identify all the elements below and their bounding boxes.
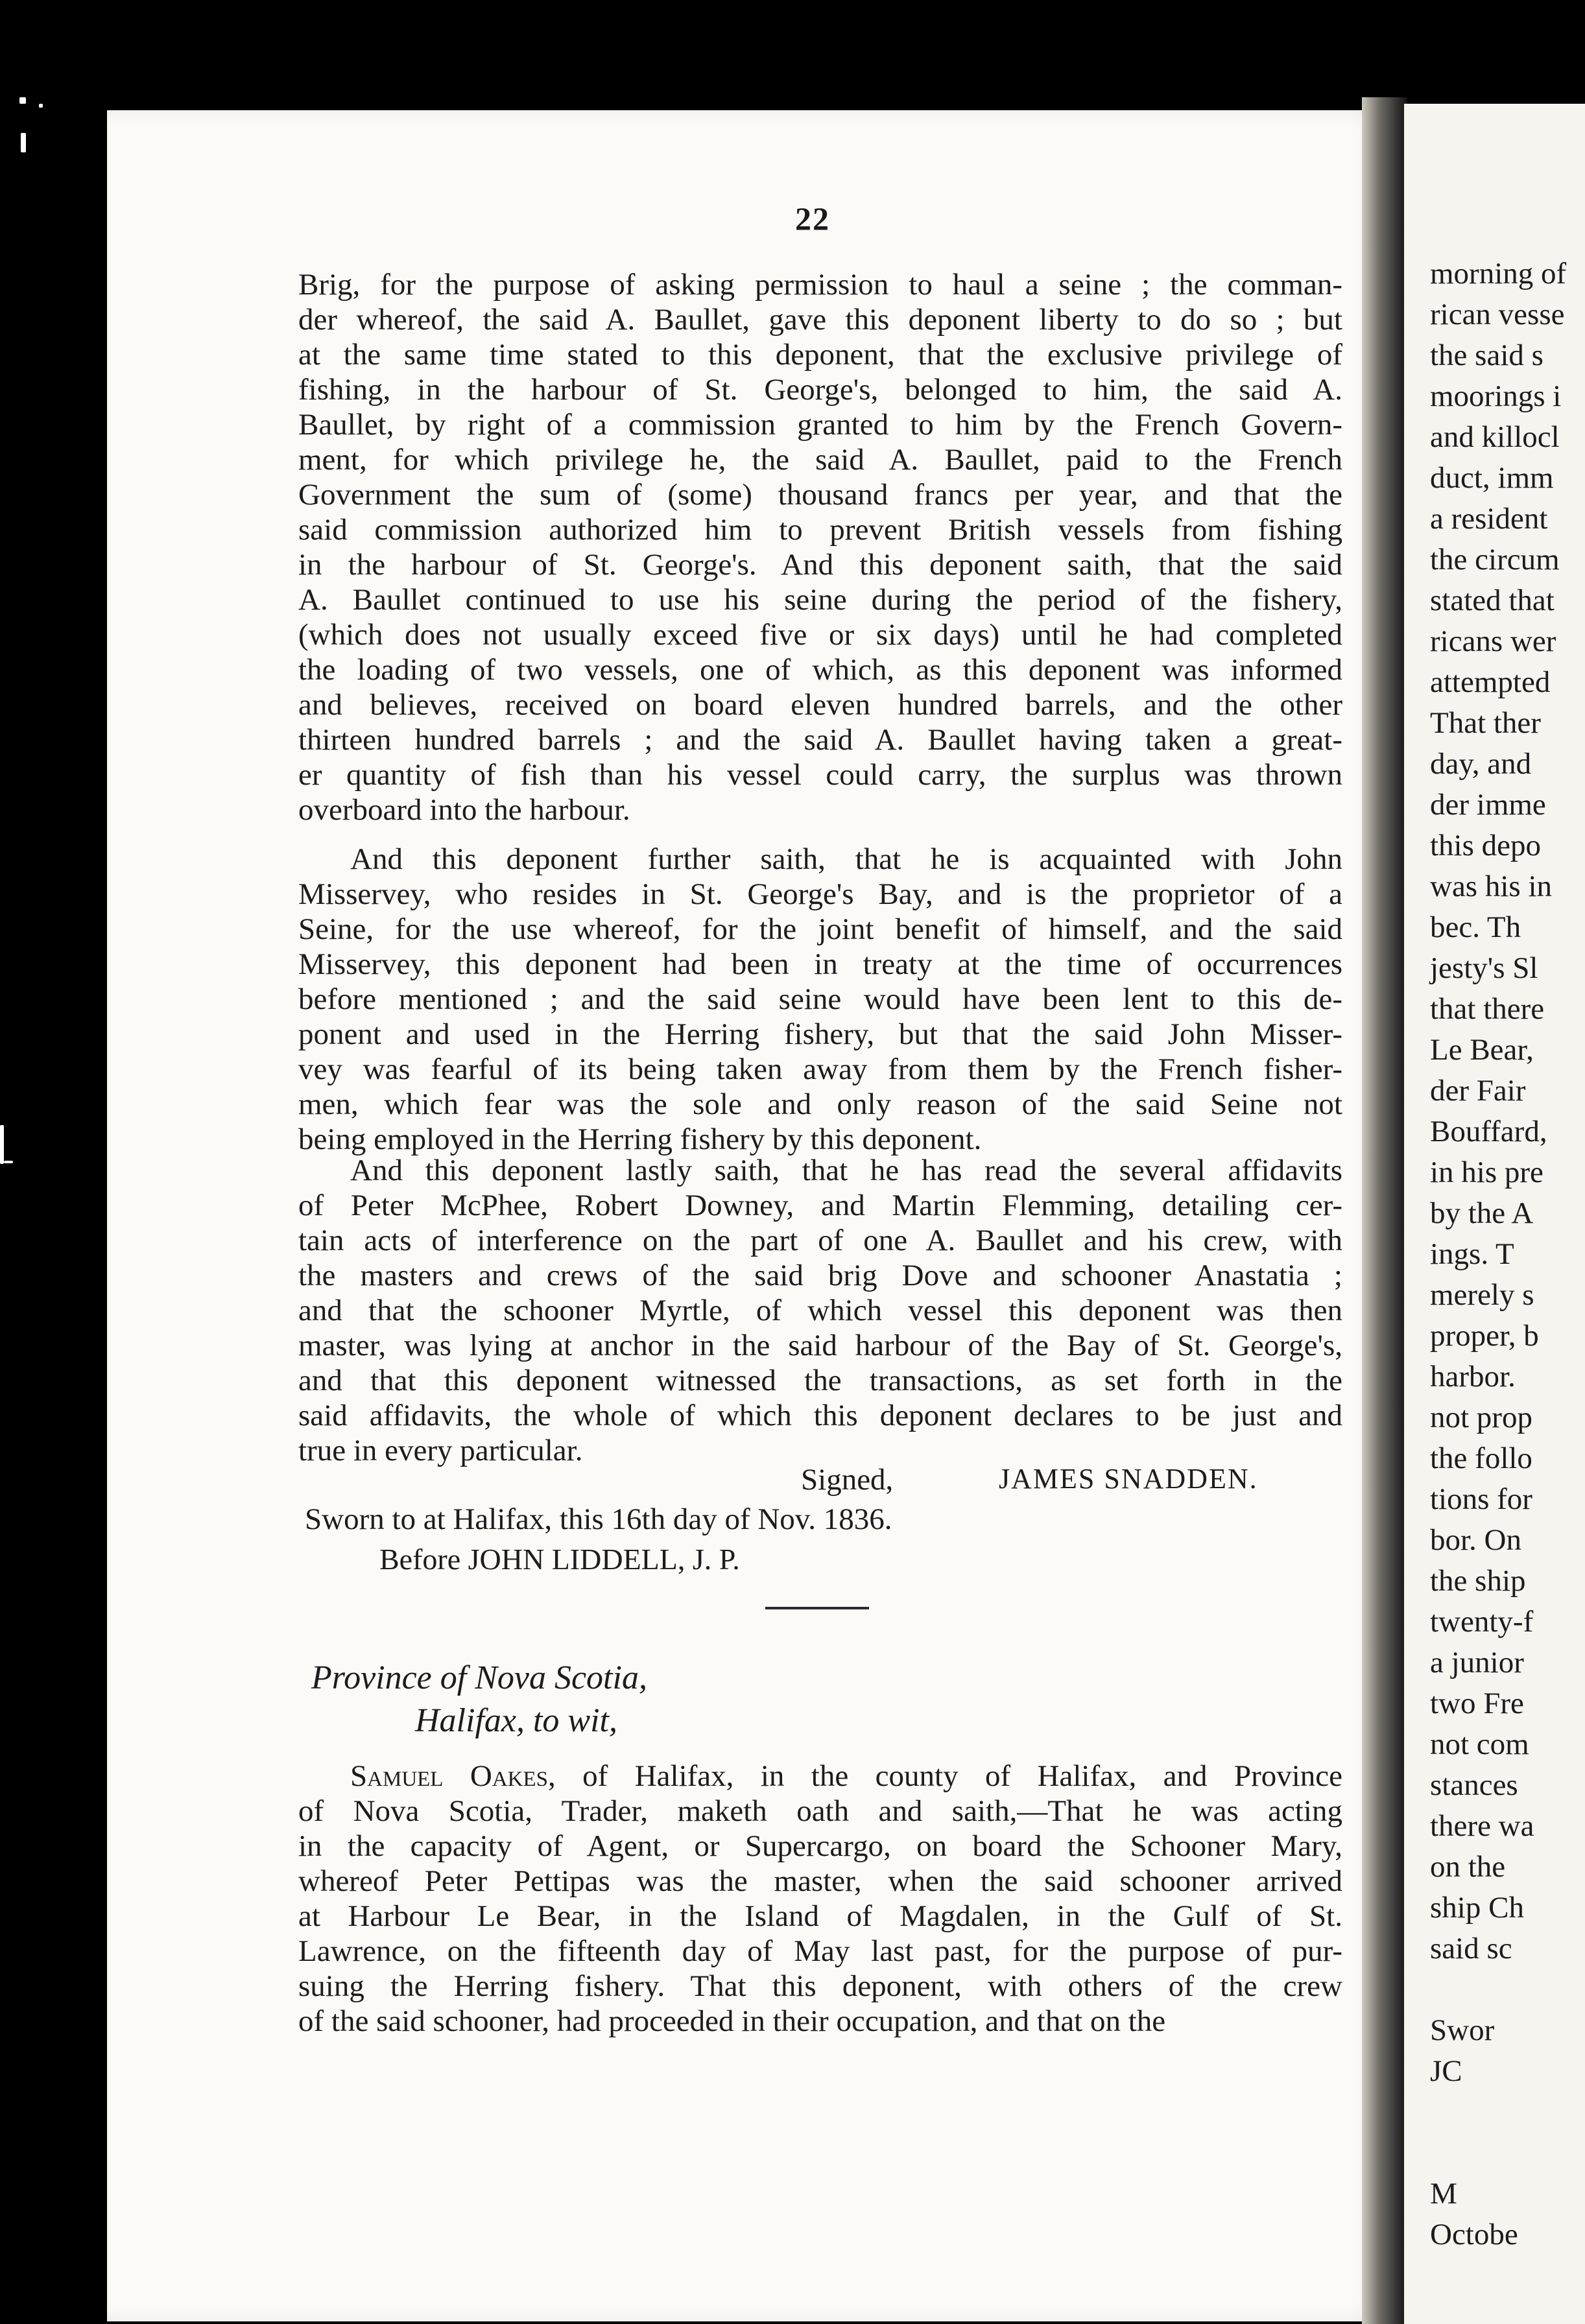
text-line: being employed in the Herring fishery by this deponent. — [298, 1122, 982, 1156]
text-line: in the harbour of St. George's. And this deponent saith, that the said — [298, 548, 1342, 582]
jurisdiction-heading: Province of Nova Scotia, — [311, 1659, 647, 1696]
signed-label: Signed, — [801, 1463, 894, 1497]
text-line: tain acts of interference on the part of one A. Baullet and his crew, with — [298, 1224, 1342, 1257]
right-page-line: morning of — [1430, 257, 1567, 290]
right-page-line: bec. Th — [1430, 910, 1521, 944]
section-divider — [765, 1607, 869, 1609]
right-page-line: that there — [1430, 992, 1545, 1026]
right-page — [1404, 104, 1585, 2324]
text-line: and that the schooner Myrtle, of which vessel this deponent was then — [298, 1294, 1342, 1327]
text-line: fishing, in the harbour of St. George's, belonged to him, the said A. — [298, 373, 1342, 407]
right-page-line: the follo — [1430, 1441, 1532, 1475]
sworn-statement: Sworn to at Halifax, this 16th day of Nov. 1836. — [305, 1502, 892, 1536]
right-page-line: Bouffard, — [1430, 1115, 1547, 1148]
scan-speck — [21, 133, 26, 152]
text-span: , of Halifax, in the county of Halifax, and Province — [548, 1759, 1342, 1793]
page-number: 22 — [795, 200, 830, 237]
right-page-line: merely s — [1430, 1278, 1534, 1312]
text-line: the loading of two vessels, one of which, as this deponent was informed — [298, 653, 1342, 687]
right-page-line: Swor — [1430, 2013, 1495, 2047]
right-page-line: Le Bear, — [1430, 1033, 1534, 1067]
text-line: A. Baullet continued to use his seine during the period of the fishery, — [298, 583, 1342, 617]
text-line: at Harbour Le Bear, in the Island of Magdalen, in the Gulf of St. — [298, 1899, 1342, 1933]
right-page-line: ricans wer — [1430, 624, 1556, 658]
text-line: true in every particular. — [298, 1434, 583, 1467]
right-page-line: Octobe — [1430, 2218, 1518, 2251]
right-page-line: der Fair — [1430, 1074, 1526, 1108]
jurisdiction-subheading: Halifax, to wit, — [415, 1702, 617, 1739]
text-line — [350, 1759, 1342, 1794]
text-line: Misservey, who resides in St. George's Bay, and is the proprietor of a — [298, 877, 1342, 911]
right-page-line: said sc — [1430, 1932, 1512, 1965]
right-page-line: day, and — [1430, 747, 1532, 781]
right-page-line: That ther — [1430, 706, 1541, 740]
right-page-line: in his pre — [1430, 1156, 1543, 1189]
right-page-line: the circum — [1430, 543, 1560, 576]
right-page-line: ings. T — [1430, 1237, 1514, 1271]
right-page-line: harbor. — [1430, 1360, 1516, 1393]
right-page-line: the ship — [1430, 1564, 1526, 1598]
deponent-name: Samuel Oakes — [350, 1759, 548, 1793]
text-line: suing the Herring fishery. That this deponent, with others of the crew — [298, 1969, 1342, 2003]
scan-speck — [39, 104, 43, 108]
text-line: ponent and used in the Herring fishery, but that the said John Misser- — [298, 1017, 1342, 1051]
text-line: said commission authorized him to prevent British vessels from fishing — [298, 513, 1342, 547]
right-page-line: M — [1430, 2177, 1457, 2211]
right-page-line: jesty's Sl — [1430, 951, 1538, 985]
text-line: before mentioned ; and the said seine would have been lent to this de- — [298, 982, 1342, 1016]
text-line: Government the sum of (some) thousand francs per year, and that the — [298, 478, 1342, 512]
text-line: And this deponent lastly saith, that he has read the several affidavits — [350, 1154, 1342, 1187]
right-page-line: JC — [1430, 2054, 1462, 2088]
right-page-line: on the — [1430, 1850, 1506, 1884]
signatory-name: JAMES SNADDEN. — [999, 1463, 1258, 1495]
right-page-line: and killocl — [1430, 420, 1560, 454]
right-page-line: stances — [1430, 1768, 1518, 1802]
right-page-line: this depo — [1430, 829, 1542, 862]
right-page-line: duct, imm — [1430, 461, 1554, 495]
text-line: ment, for which privilege he, the said A. Baullet, paid to the French — [298, 443, 1342, 477]
text-line: Brig, for the purpose of asking permission to haul a seine ; the comman- — [298, 268, 1342, 302]
right-page-line: bor. On — [1430, 1523, 1521, 1557]
right-page-line: there wa — [1430, 1809, 1534, 1843]
text-line: whereof Peter Pettipas was the master, when the said schooner arrived — [298, 1864, 1342, 1898]
text-line: Misservey, this deponent had been in treaty at the time of occurrences — [298, 947, 1342, 981]
right-page-line: der imme — [1430, 788, 1546, 822]
text-line: of Peter McPhee, Robert Downey, and Martin Flemming, detailing cer- — [298, 1189, 1342, 1222]
right-page-line: stated that — [1430, 584, 1555, 617]
right-page-line: proper, b — [1430, 1319, 1539, 1353]
text-line: er quantity of fish than his vessel could carry, the surplus was thrown — [298, 758, 1342, 792]
scan-edge-noise — [0, 0, 104, 2324]
text-line: and that this deponent witnessed the transactions, as set forth in the — [298, 1364, 1342, 1397]
text-line: at the same time stated to this deponent, that the exclusive privilege of — [298, 338, 1342, 372]
text-line: Baullet, by right of a commission granted to him by the French Govern- — [298, 408, 1342, 442]
text-line: men, which fear was the sole and only reason of the said Seine not — [298, 1087, 1342, 1121]
right-page-line: tions for — [1430, 1482, 1532, 1516]
text-line: in the capacity of Agent, or Supercargo, on board the Schooner Mary, — [298, 1829, 1342, 1863]
scan-speck — [19, 97, 26, 104]
right-page-line: two Fre — [1430, 1687, 1524, 1720]
text-line: Seine, for the use whereof, for the joint benefit of himself, and the said — [298, 912, 1342, 946]
scan-speck — [4, 1161, 13, 1163]
text-line: der whereof, the said A. Baullet, gave this deponent liberty to do so ; but — [298, 303, 1342, 337]
right-page-line: twenty-f — [1430, 1605, 1534, 1639]
text-line: And this deponent further saith, that he is acquainted with John — [350, 842, 1342, 876]
text-line: overboard into the harbour. — [298, 793, 630, 827]
text-line: said affidavits, the whole of which this deponent declares to be just and — [298, 1399, 1342, 1432]
text-line: (which does not usually exceed five or six days) until he had completed — [298, 618, 1342, 652]
right-page-line: ship Ch — [1430, 1891, 1524, 1925]
text-line: Lawrence, on the fifteenth day of May last past, for the purpose of pur- — [298, 1934, 1342, 1968]
scan-speck — [0, 1125, 4, 1164]
text-line: vey was fearful of its being taken away from them by the French fisher- — [298, 1052, 1342, 1086]
right-page-line: a junior — [1430, 1646, 1524, 1679]
right-page-line: by the A — [1430, 1196, 1534, 1230]
text-line: of Nova Scotia, Trader, maketh oath and saith,—That he was acting — [298, 1794, 1342, 1828]
right-page-line: rican vesse — [1430, 298, 1565, 331]
text-line: the masters and crews of the said brig Dove and schooner Anastatia ; — [298, 1259, 1342, 1292]
text-line: of the said schooner, had proceeded in their occupation, and that on the — [298, 2004, 1166, 2038]
right-page-line: not com — [1430, 1727, 1529, 1761]
binding-gutter — [1362, 97, 1407, 2324]
right-page-line: the said s — [1430, 338, 1543, 372]
right-page-line: not prop — [1430, 1401, 1532, 1434]
right-page-line: moorings i — [1430, 379, 1562, 413]
before-justice: Before JOHN LIDDELL, J. P. — [379, 1543, 740, 1576]
text-line: master, was lying at anchor in the said harbour of the Bay of St. George's, — [298, 1329, 1342, 1362]
text-line: and believes, received on board eleven hundred barrels, and the other — [298, 688, 1342, 722]
right-page-line: a resident — [1430, 502, 1548, 536]
right-page-line: was his in — [1430, 870, 1552, 903]
text-line: thirteen hundred barrels ; and the said A. Baullet having taken a great- — [298, 723, 1342, 757]
right-page-line: attempted — [1430, 665, 1551, 699]
